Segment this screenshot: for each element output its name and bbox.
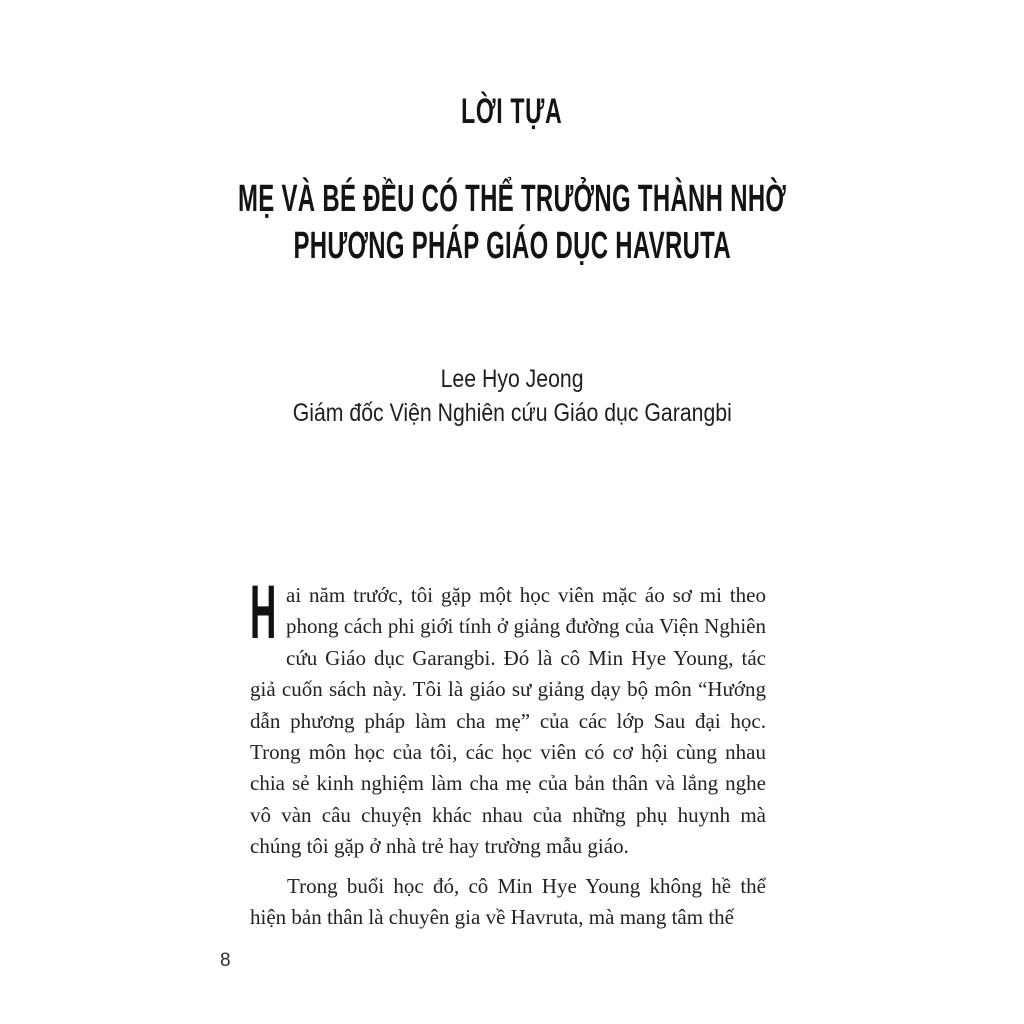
drop-cap: H <box>250 570 277 655</box>
body-text <box>250 570 766 933</box>
chapter-heading <box>0 176 1024 270</box>
preface-label <box>0 92 1024 132</box>
paragraph-2: Trong buổi học đó, cô Min Hye Young không hề thể hiện bản thân là chuyên gia về Havruta, mà mang tâm thế <box>250 873 766 930</box>
paragraph-1 <box>250 570 766 863</box>
page-number: 8 <box>220 950 231 971</box>
preface-label-text: LỜI TỰA <box>461 92 563 131</box>
chapter-heading-line-2: PHƯƠNG PHÁP GIÁO DỤC HAVRUTA <box>293 225 731 267</box>
author-title: Giám đốc Viện Nghiên cứu Giáo dục Garangbi <box>292 399 732 427</box>
paragraph-1-text: ai năm trước, tôi gặp một học viên mặc áo sơ mi theo phong cách phi giới tính ở giảng đường của Viện Nghiên cứu Giáo dục Garangbi. Đó là cô Min Hye Young, tác giả cuốn sách này. Tôi là giáo sư giảng dạy bộ môn “Hướng dẫn phương pháp làm cha mẹ” của các lớp Sau đại học. Trong môn học của tôi, các học viên có cơ hội cùng nhau chia sẻ kinh nghiệm làm cha mẹ của bản thân và lắng nghe vô vàn câu chuyện khác nhau của những phụ huynh mà chúng tôi gặp ở nhà trẻ hay trường mẫu giáo. <box>250 583 766 859</box>
chapter-heading-line-1: MẸ VÀ BÉ ĐỀU CÓ THỂ TRƯỞNG THÀNH NHỜ <box>237 178 787 220</box>
author-block <box>0 362 1024 430</box>
author-name: Lee Hyo Jeong <box>440 365 584 393</box>
